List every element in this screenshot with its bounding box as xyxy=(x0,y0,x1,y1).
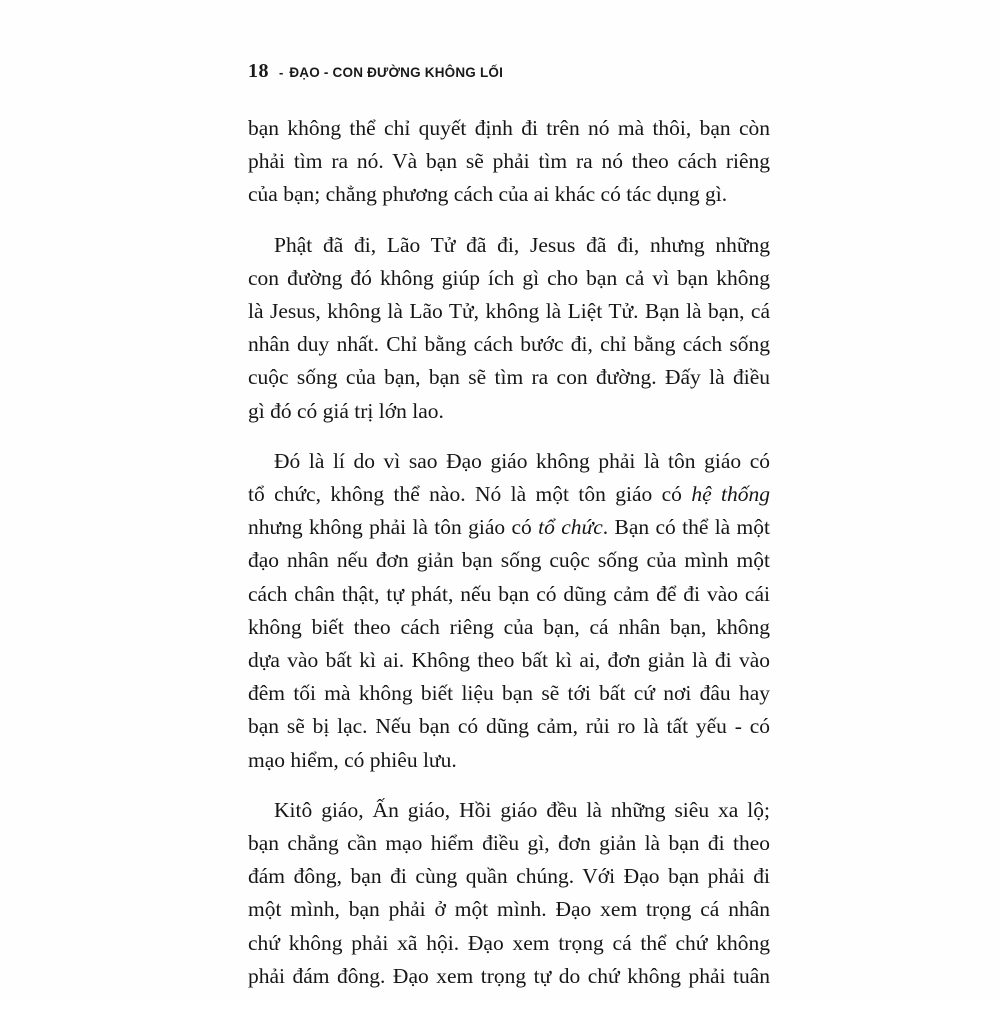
text-line: không biết theo cách riêng của bạn, cá nhân bạn, không xyxy=(248,614,770,639)
text-line xyxy=(248,511,770,544)
text-line: bạn không thể chỉ quyết định đi trên nó mà thôi, bạn còn xyxy=(248,116,770,140)
page-number: 18 xyxy=(248,60,269,82)
text-line: Đó là lí do vì sao Đạo giáo không phải là tôn giáo có xyxy=(274,448,770,473)
paragraph-1 xyxy=(248,112,770,212)
text-line: một mình, bạn phải ở một mình. Đạo xem trọng cá nhân xyxy=(248,897,770,922)
running-header xyxy=(248,60,503,90)
text-line: gì đó có giá trị lớn lao. xyxy=(248,398,444,423)
paragraph-3 xyxy=(248,445,770,777)
chapter-title: ĐẠO - CON ĐƯỜNG KHÔNG LỐI xyxy=(289,65,504,80)
text-line: đạo nhân nếu đơn giản bạn sống cuộc sống của mình một xyxy=(248,548,770,573)
text-run: tổ chức, không thể nào. Nó là một tôn giáo có xyxy=(248,482,692,507)
text-line: chứ không phải xã hội. Đạo xem trọng cá thể chứ không xyxy=(248,930,770,955)
text-line: dựa vào bất kì ai. Không theo bất kì ai, đơn giản là đi vào xyxy=(248,648,770,673)
text-line: Phật đã đi, Lão Tử đã đi, Jesus đã đi, nhưng những xyxy=(274,232,770,257)
text-line: Kitô giáo, Ấn giáo, Hồi giáo đều là những siêu xa lộ; xyxy=(274,797,770,822)
body-text xyxy=(248,112,770,1010)
text-line: là Jesus, không là Lão Tử, không là Liệt Tử. Bạn là bạn, cá xyxy=(248,299,770,324)
text-line: bạn sẽ bị lạc. Nếu bạn có dũng cảm, rủi ro là tất yếu - có xyxy=(248,714,770,739)
paragraph-4 xyxy=(248,794,770,993)
paragraph-2 xyxy=(248,229,770,428)
italic-emphasis: tổ chức xyxy=(538,515,603,540)
text-line: bạn chẳng cần mạo hiểm điều gì, đơn giản là bạn đi theo xyxy=(248,831,770,856)
text-line xyxy=(248,478,770,511)
header-separator: - xyxy=(279,65,284,80)
text-run: . Bạn có thể là một xyxy=(602,515,771,540)
text-line: cách chân thật, tự phát, nếu bạn có dũng cảm để đi vào cái xyxy=(248,581,770,606)
italic-emphasis: hệ thống xyxy=(691,482,770,507)
text-line: nhân duy nhất. Chỉ bằng cách bước đi, chỉ bằng cách sống xyxy=(248,332,770,357)
text-line: đám đông, bạn đi cùng quần chúng. Với Đạo bạn phải đi xyxy=(248,864,770,889)
text-run: nhưng không phải là tôn giáo có xyxy=(248,515,539,540)
text-line: của bạn; chẳng phương cách của ai khác có tác dụng gì. xyxy=(248,182,728,207)
text-line: mạo hiểm, có phiêu lưu. xyxy=(248,747,457,772)
text-line: phải tìm ra nó. Và bạn sẽ phải tìm ra nó theo cách riêng xyxy=(248,149,770,174)
text-line: cuộc sống của bạn, bạn sẽ tìm ra con đường. Đấy là điều xyxy=(248,365,770,390)
text-line: phải đám đông. Đạo xem trọng tự do chứ không phải tuân xyxy=(248,963,770,988)
text-line: con đường đó không giúp ích gì cho bạn cả vì bạn không xyxy=(248,265,770,290)
text-line: đêm tối mà không biết liệu bạn sẽ tới bất cứ nơi đâu hay xyxy=(248,681,770,706)
